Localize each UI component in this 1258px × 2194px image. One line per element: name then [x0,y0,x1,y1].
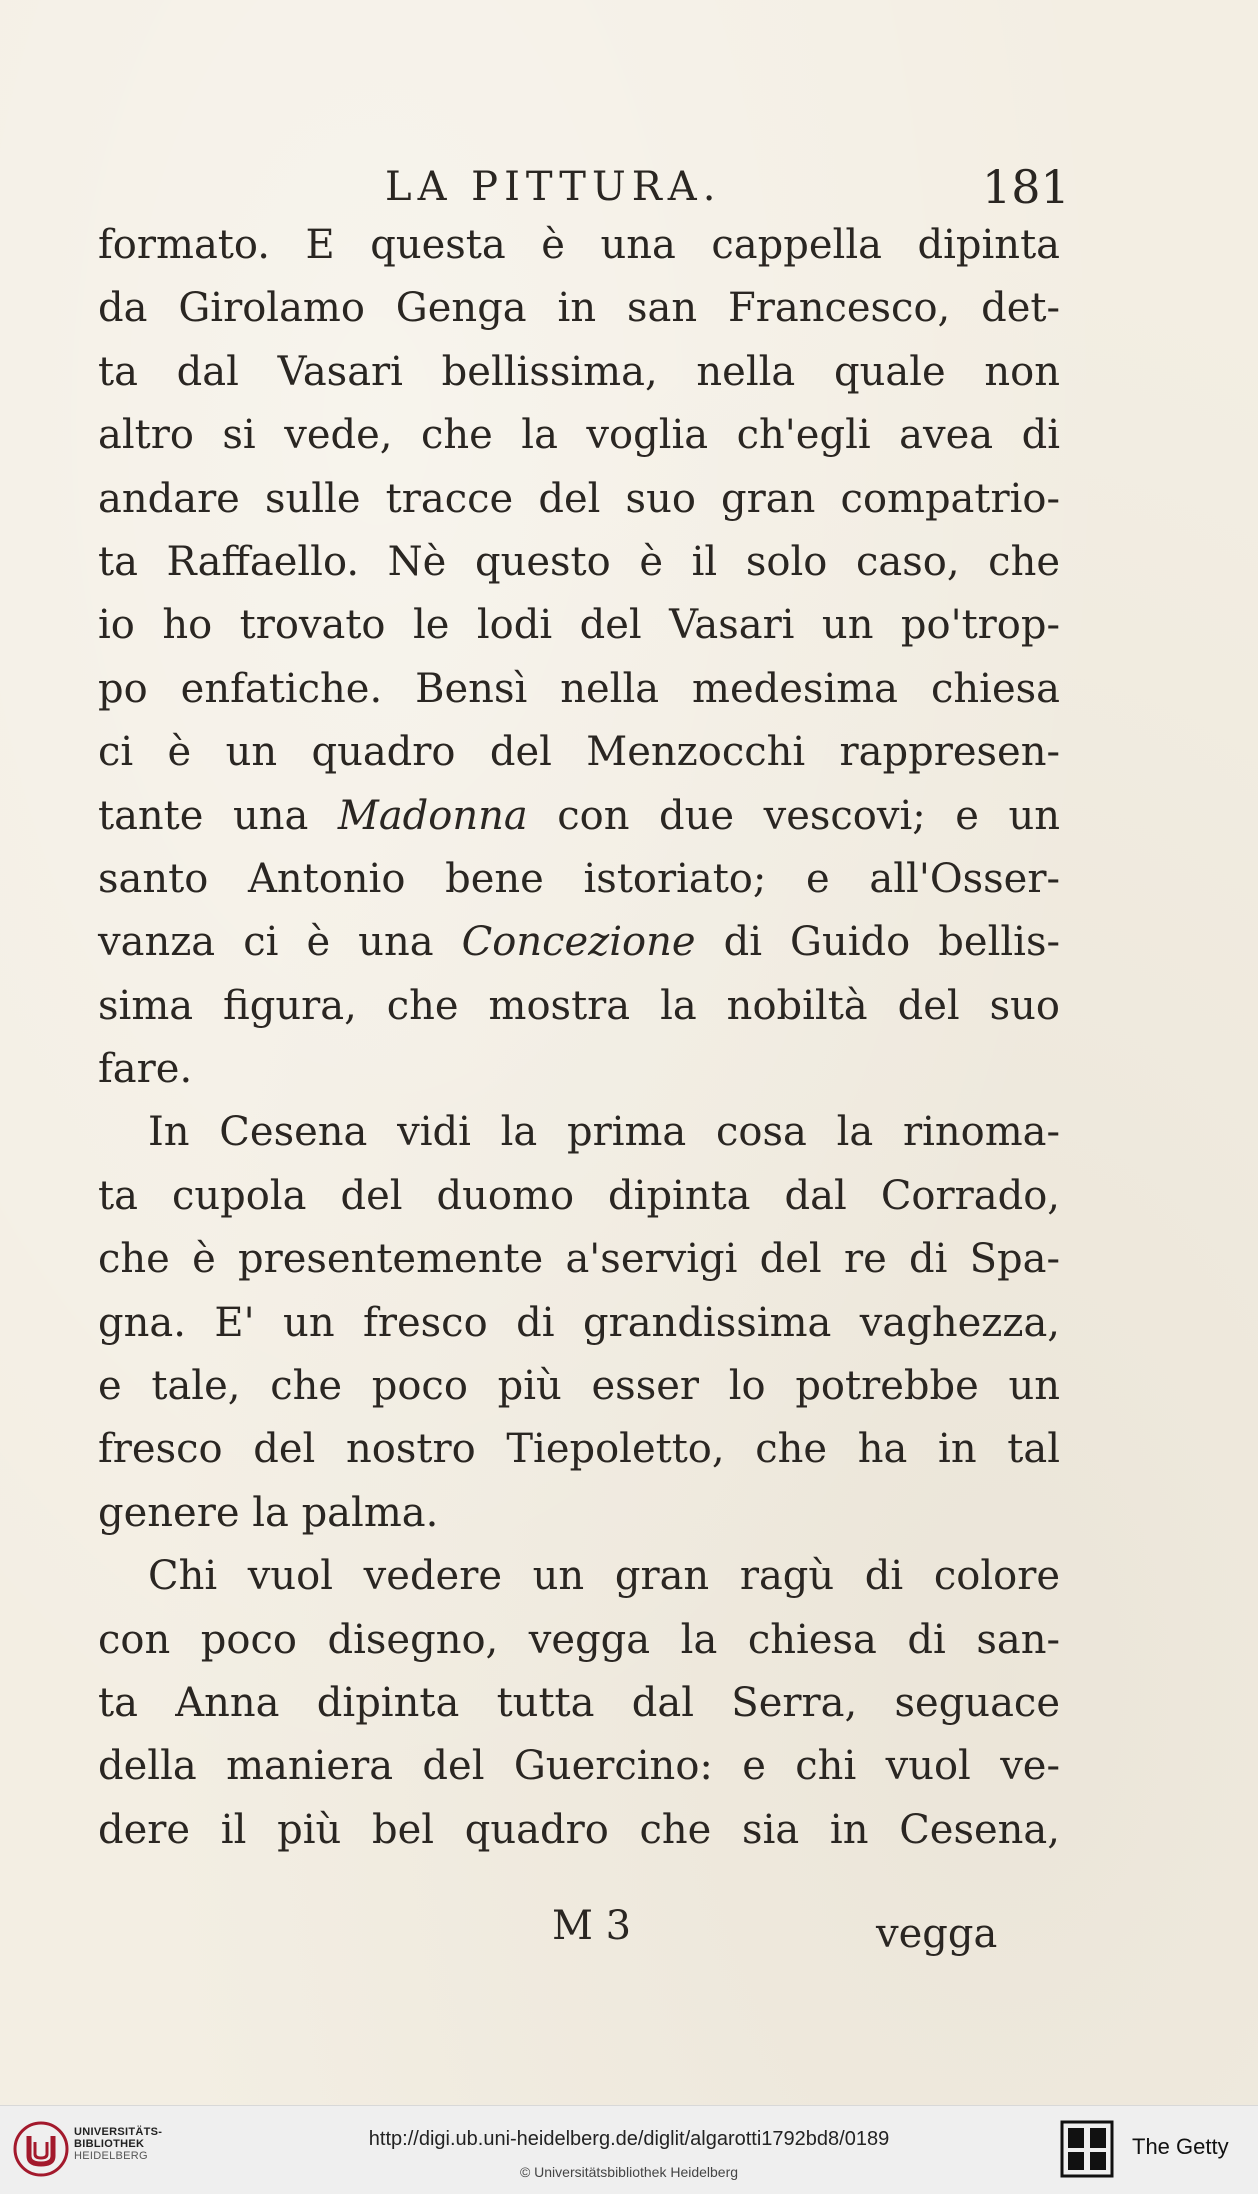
text-line: ci è un quadro del Menzocchi rappresen- [98,729,1060,776]
text-line: dere il più bel quadro che sia in Cesena, [98,1806,1060,1853]
text-line: formato. E questa è una cappella dipinta [98,222,1060,268]
body-text [98,214,1060,1862]
text-line: della maniera del Guercino: e chi vuol ve- [98,1743,1060,1790]
paragraph-start-line: Chi vuol vedere un gran ragù di colore [148,1553,1060,1600]
signature-mark: M 3 [552,1903,632,1949]
text-run: di Guido bellis- [695,919,1061,966]
text-line: sima figura, che mostra la nobiltà del suo [98,982,1060,1029]
text-line: con poco disegno, vegga la chiesa di san- [98,1616,1060,1663]
text-run: vanza ci è una [98,919,462,966]
permalink-url[interactable]: http://digi.ub.uni-heidelberg.de/diglit/algarotti1792bd8/0189 [368,2128,890,2150]
text-line: e tale, che poco più esser lo potrebbe un [98,1363,1060,1410]
text-line: da Girolamo Genga in san Francesco, det- [98,285,1060,332]
page-footer [0,1903,1258,1963]
text-run: con due vescovi; e un [527,792,1060,839]
institution-line: HEIDELBERG [74,2150,148,2162]
italic-title: Concezione [461,919,696,966]
text-line: gna. E' un fresco di grandissima vaghezza, [98,1299,1060,1346]
paragraph-start-line: In Cesena vidi la prima cosa la rinoma- [148,1109,1060,1156]
text-line: ta Anna dipinta tutta dal Serra, seguace [98,1679,1060,1726]
partner-name: The Getty [1132,2134,1229,2159]
page-number: 181 [982,160,1070,214]
institution-line: BIBLIOTHEK [74,2138,145,2150]
text-line: io ho trovato le lodi del Vasari un po'trop- [98,602,1060,649]
text-line: genere la palma. [98,1489,439,1536]
text-line: ta Raffaello. Nè questo è il solo caso, che [98,538,1060,585]
text-line: fresco del nostro Tiepoletto, che ha in tal [98,1426,1060,1473]
text-line: ta cupola del duomo dipinta dal Corrado, [98,1172,1060,1219]
italic-title: Madonna [337,792,528,839]
text-line [98,785,1060,848]
text-line: santo Antonio bene istoriato; e all'Osser- [98,855,1060,902]
text-line: po enfatiche. Bensì nella medesima chiesa [98,665,1060,712]
text-line [98,911,1060,974]
catchword: vegga [876,1911,998,1957]
text-line: che è presentemente a'servigi del re di Spa- [98,1236,1060,1283]
getty-logo-icon[interactable] [1060,2120,1114,2178]
page-header [0,160,1258,220]
text-run: tante una [98,792,338,839]
running-title: LA PITTURA. [385,164,722,210]
text-line: fare. [98,1046,193,1093]
text-line: ta dal Vasari bellissima, nella quale non [98,348,1060,395]
copyright-notice: © Universitätsbibliothek Heidelberg [519,2164,739,2180]
institution-line: UNIVERSITÄTS- [74,2126,163,2138]
text-line: andare sulle tracce del suo gran compatrio- [98,475,1060,522]
text-line: altro si vede, che la voglia ch'egli avea di [98,412,1060,459]
library-footer-bar [0,2105,1258,2194]
